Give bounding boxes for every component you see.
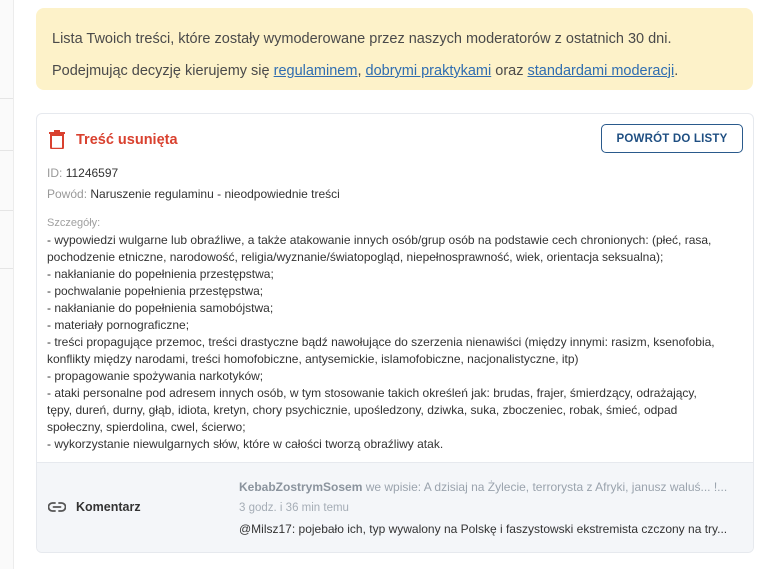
- link-regulations[interactable]: regulaminem: [273, 63, 358, 79]
- details-line: - materiały pornograficzne;: [47, 318, 190, 332]
- details-line: tępy, dureń, durny, głąb, idiota, kretyn, chory psychicznie, upośledzony, dziwka, suka, zboczeniec, robak, śmieć, odpad: [47, 403, 678, 417]
- link-icon: [48, 501, 66, 513]
- comment-context[interactable]: we wpisie: A dzisiaj na Żylecie, terrorysta z Afryki, janusz waluś... !...: [365, 480, 728, 494]
- details-line: pochodzenie etniczne, narodowość, religia/wyznanie/światopogląd, niepełnosprawność, wiek, orientacja seksualna);: [47, 250, 664, 264]
- link-good-practices[interactable]: dobrymi praktykami: [365, 63, 492, 79]
- comment-label: Komentarz: [48, 500, 141, 514]
- notice-line-2: Podejmując decyzję kierujemy się regulaminem, dobrymi praktykami oraz standardami moderacji.: [52, 63, 679, 79]
- comment-time: 3 godz. i 36 min temu: [239, 502, 349, 514]
- details-label: Szczegóły:: [47, 217, 101, 229]
- item-reason: Powód: Naruszenie regulaminu - nieodpowiednie treści: [47, 187, 340, 201]
- back-to-list-button[interactable]: POWRÓT DO LISTY: [601, 124, 743, 153]
- details-line: konflikty między narodami, treści homofobiczne, antysemickie, islamofobiczne, nacjonalistyczne, itp): [47, 352, 579, 366]
- details-line: - treści propagujące przemoc, treści drastyczne bądź nawołujące do szerzenia nienawiści (między innymi: rasizm, ksenofobia,: [47, 335, 715, 349]
- status-header: [49, 130, 178, 149]
- details-line: - propagowanie spożywania narkotyków;: [47, 369, 264, 383]
- info-notice: [36, 8, 753, 90]
- comment-header[interactable]: [239, 480, 745, 494]
- status-title: Treść usunięta: [76, 131, 178, 148]
- comment-text: @Milsz17: pojebało ich, typ wywalony na Polskę i faszystowski ekstremista czczony na try...: [239, 522, 728, 536]
- comment-box: [37, 462, 753, 553]
- details-line: - wypowiedzi wulgarne lub obraźliwe, a także atakowanie innych osób/grup osób na podstawie cech chronionych: (płeć, rasa,: [47, 233, 712, 247]
- details-line: - nakłanianie do popełnienia samobójstwa;: [47, 301, 274, 315]
- details-line: - ataki personalne pod adresem innych osób, w tym stosowanie takich określeń jak: brudas, frajer, śmierdzący, odrażający,: [47, 386, 697, 400]
- comment-author[interactable]: KebabZostrymSosem: [239, 480, 363, 494]
- details-line: - pochwalanie popełnienia przestępstwa;: [47, 284, 264, 298]
- link-moderation-standards[interactable]: standardami moderacji: [527, 63, 675, 79]
- trash-icon: [49, 130, 65, 149]
- left-sidebar-edge: [0, 0, 14, 569]
- notice-line-1: Lista Twoich treści, które zostały wymoderowane przez naszych moderatorów z ostatnich 30 dni.: [52, 31, 672, 47]
- item-id: ID: 11246597: [47, 166, 119, 180]
- details-line: - wykorzystanie niewulgarnych słów, które w całości tworzą obraźliwy atak.: [47, 437, 444, 451]
- details-text: [47, 232, 747, 453]
- details-line: społeczny, spierdolina, cwel, ścierwo;: [47, 420, 246, 434]
- details-line: - nakłanianie do popełnienia przestępstwa;: [47, 267, 274, 281]
- moderated-item-card: [36, 113, 754, 553]
